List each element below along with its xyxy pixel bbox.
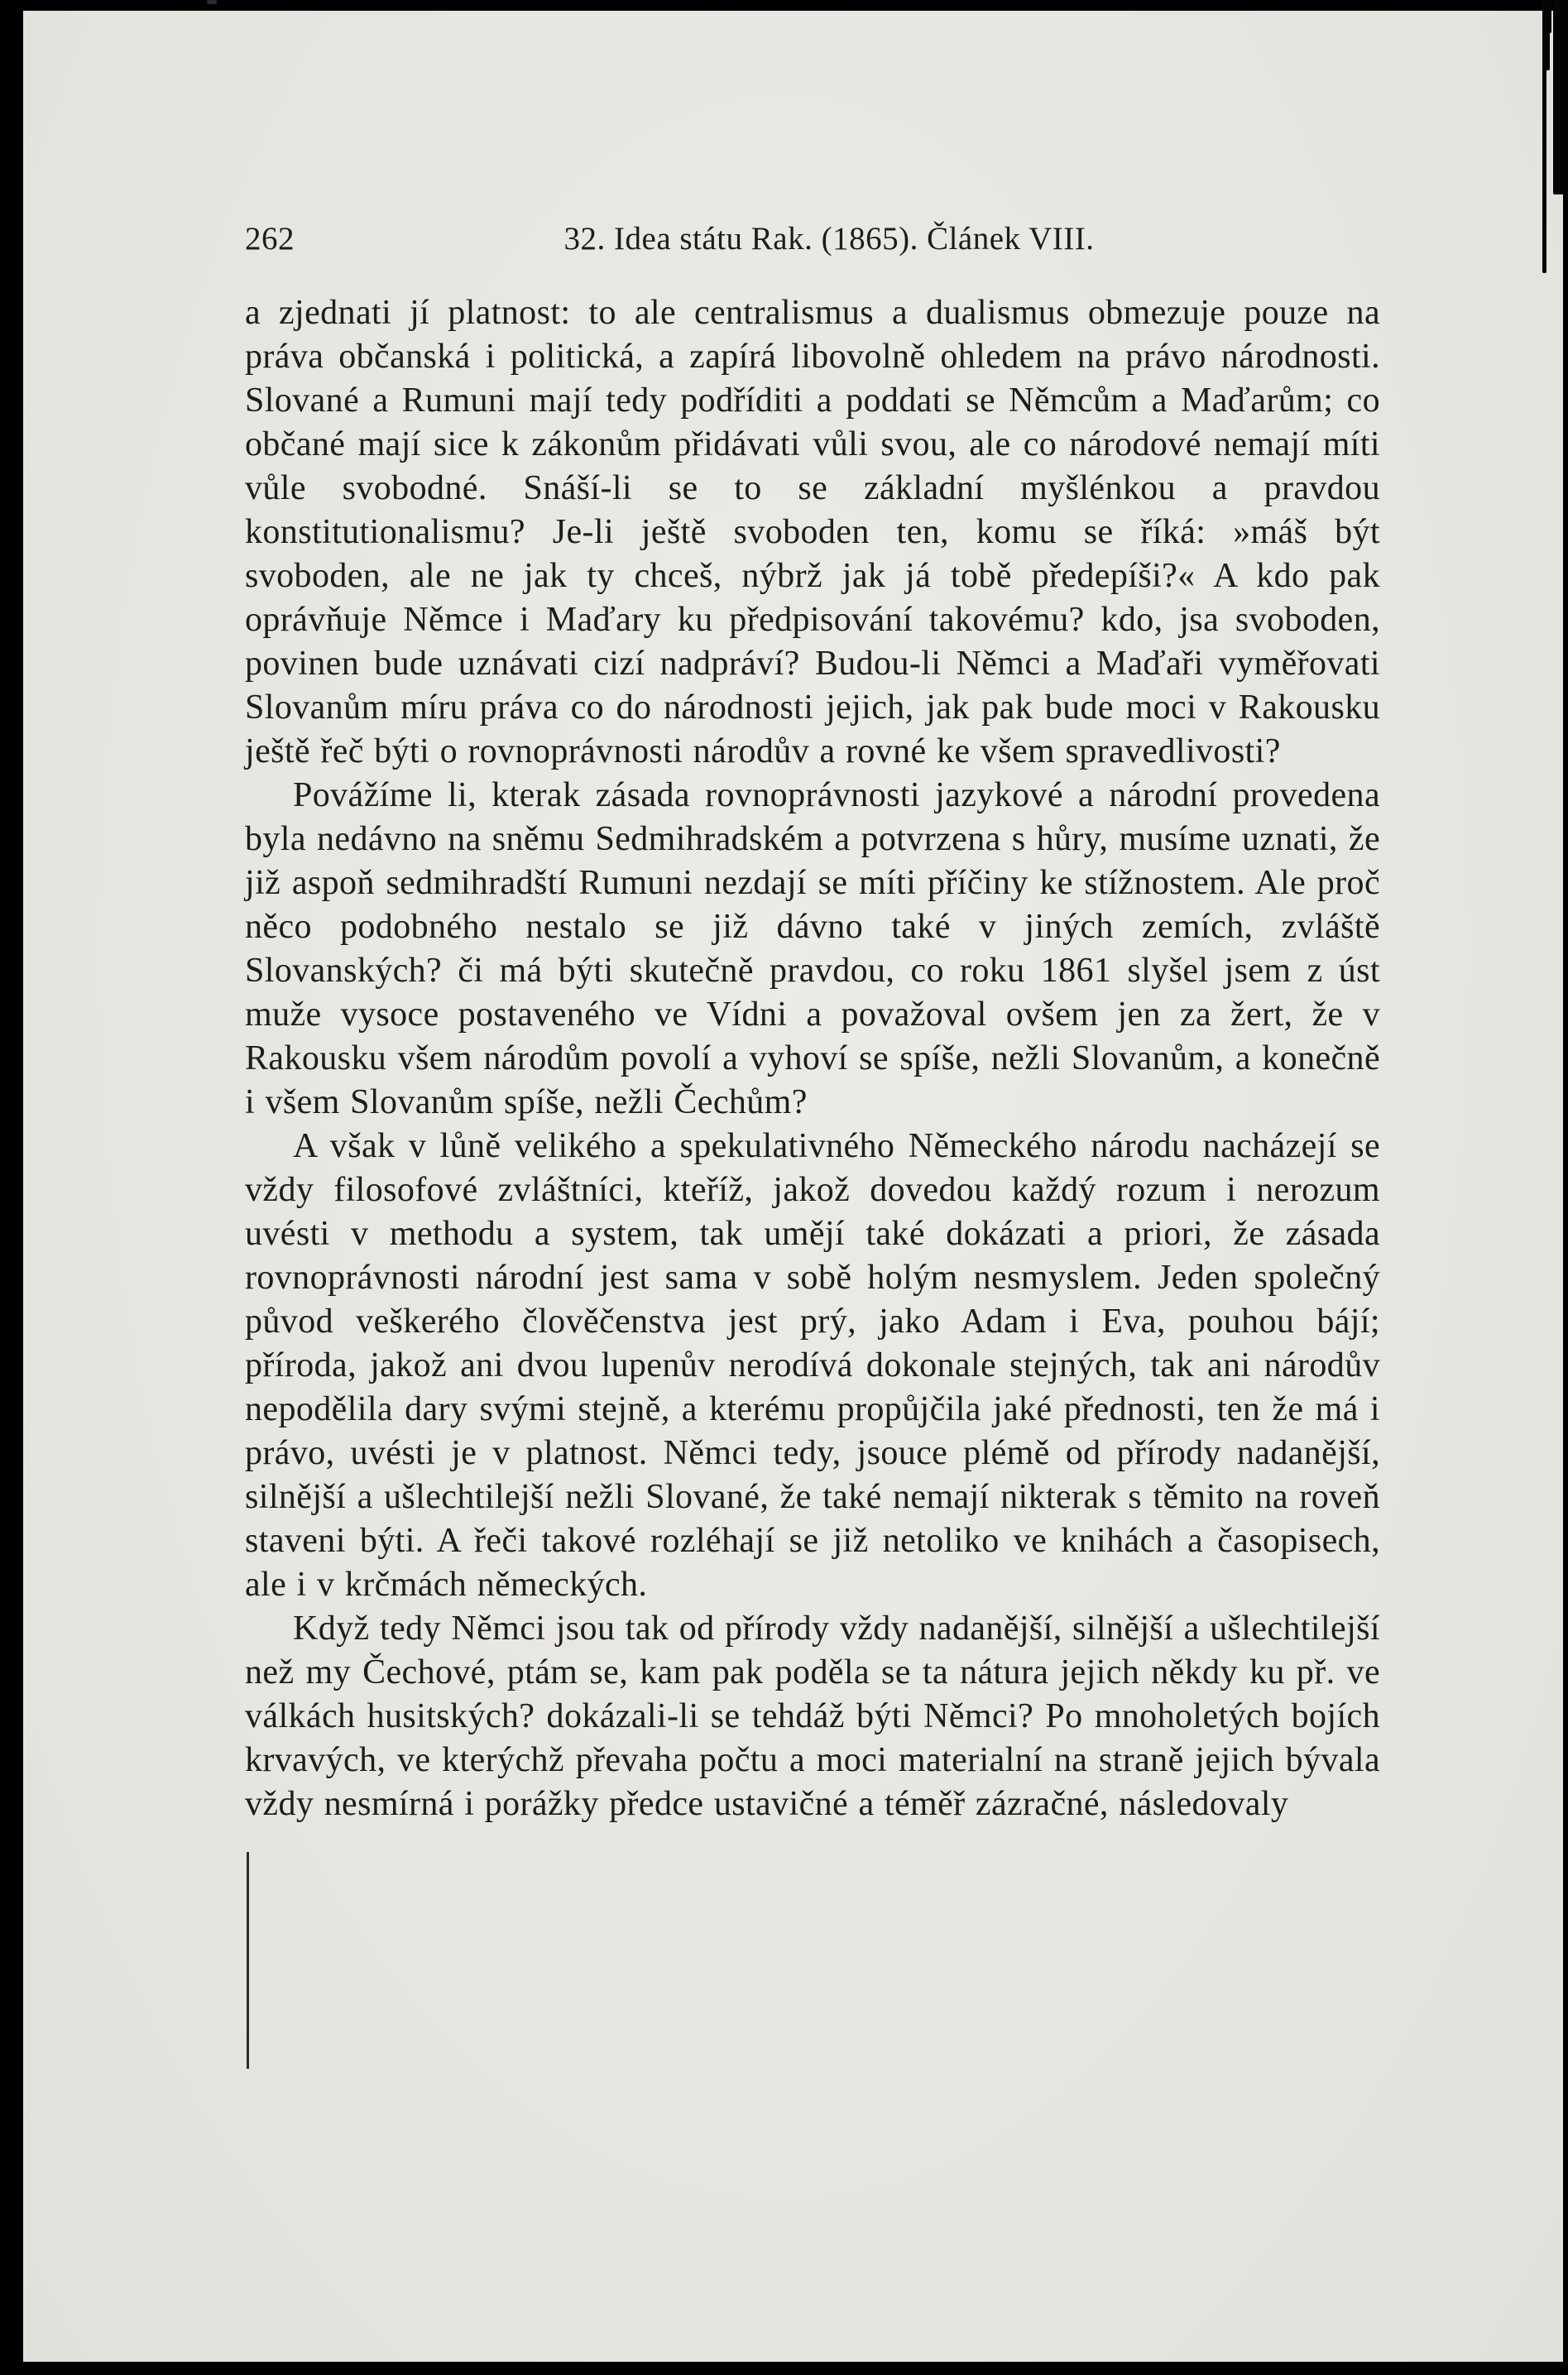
text-block xyxy=(245,291,1380,1826)
page-number: 262 xyxy=(245,221,295,257)
scan-edge-top xyxy=(0,0,1568,11)
scan-artifact-right-dot xyxy=(1542,0,1548,12)
scan-edge-bottom xyxy=(0,2362,1568,2375)
paragraph: Povážíme li, kterak zásada rovnoprávnosti jazykové a národní provedena byla nedávno na sněmu Sedmihradském a potvrzena s hůry, musíme uznati, že již aspoň sedmihradští Rumuni nezdají se míti příčiny ke stížnostem. Ale proč něco podobného nestalo se již dávno také v jiných zemích, zvláště Slovanských? či má býti skutečně pravdou, co roku 1861 slyšel jsem z úst muže vysoce postaveného ve Vídni a považoval ovšem jen za žert, že v Rakousku všem národům povolí a vyhoví se spíše, nežli Slovanům, a konečně i všem Slovanům spíše, nežli Čechům? xyxy=(245,776,1380,1121)
scan-edge-right xyxy=(1563,0,1568,2375)
scan-edge-left xyxy=(0,0,23,2375)
chapter-header-title: 32. Idea státu Rak. (1865). Článek VIII. xyxy=(563,221,1095,257)
paragraph: a zjednati jí platnost: to ale centralismus a dualismus obmezuje pouze na práva občanská i politická, a zapírá libovolně ohledem na právo národnosti. Slované a Rumuni mají tedy podříditi a poddati se Němcům a Maďarům; co občané mají sice k zákonům přidávati vůli svou, ale co národové nemají míti vůle svobodné. Snáší-li se to se základní myšlénkou a pravdou konstitutionalismu? Je-li ještě svoboden ten, komu se říká: »máš být svoboden, ale ne jak ty chceš, nýbrž jak já tobě předepíši?« A kdo pak oprávňuje Němce i Maďary ku předpisování takovému? kdo, jsa svoboden, povinen bude uznávati cizí nadpráví? Budou-li Němci a Maďaři vyměřovati Slovanům míru práva co do národnosti jejich, jak pak bude moci v Rakousku ještě řeč býti o rovnoprávnosti národův a rovné ke všem spravedlivosti? xyxy=(245,294,1380,770)
paragraph: A však v lůně velikého a spekulativného Německého národu nacházejí se vždy filosofové zvláštníci, kteříž, jakož dovedou každý rozum i nerozum uvésti v methodu a system, tak umějí také dokázati a priori, že zásada rovnoprávnosti národní jest sama v sobě holým nesmyslem. Jeden společný původ veškerého člověčenstva jest prý, jako Adam i Eva, pouhou bájí; příroda, jakož ani dvou lupenův nerodívá dokonale stejných, tak ani národův nepodělila dary svými stejně, a kterému propůjčila jaké přednosti, ten že má i právo, uvésti je v platnost. Němci tedy, jsouce plémě od přírody nadanější, silnější a ušlechtilejší nežli Slované, že také nemají nikterak s těmito na roveň staveni býti. A řeči takové rozléhají se již netoliko ve knihách a časopisech, ale i v krčmách německých. xyxy=(245,1127,1380,1604)
margin-pen-mark xyxy=(247,1852,249,2069)
running-header xyxy=(245,220,1380,268)
paragraph: Když tedy Němci jsou tak od přírody vždy nadanější, silnější a ušlechtilejší než my Čechové, ptám se, kam pak poděla se ta nátura jejich někdy ku př. ve válkách husitských? dokázali-li se tehdáž býti Němci? Po mnoholetých bojích krvavých, ve kterýchž převaha počtu a moci materialní na straně jejich bývala vždy nesmírná i porážky předce ustavičné a téměř zázračné, následovaly xyxy=(245,1610,1380,1823)
scan-artifact-left-dash xyxy=(207,0,217,4)
scan-artifact-top-right xyxy=(1553,0,1568,194)
